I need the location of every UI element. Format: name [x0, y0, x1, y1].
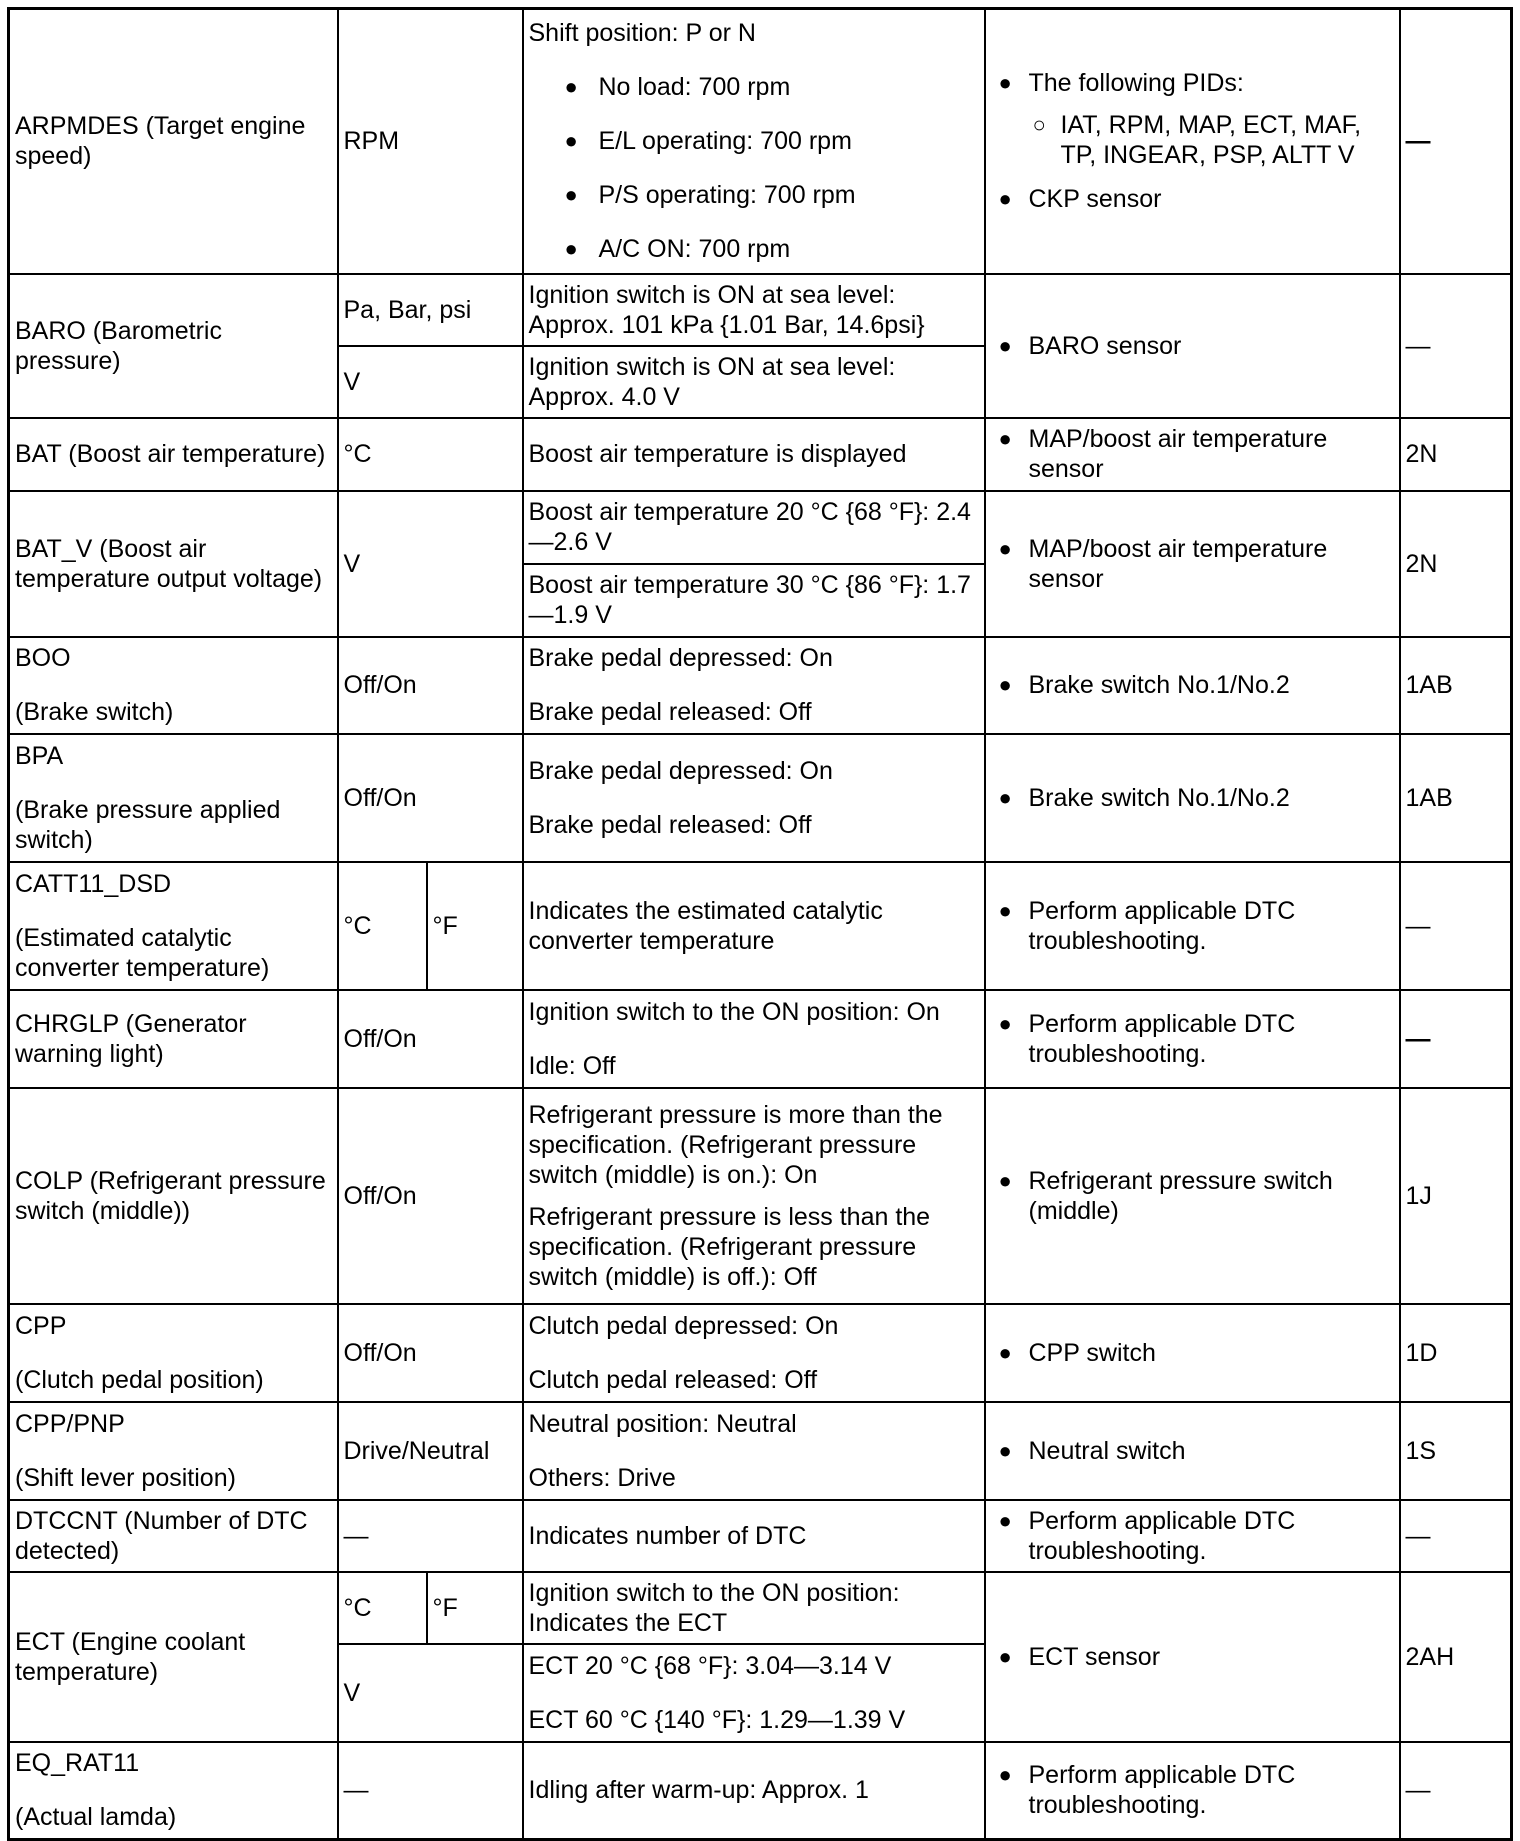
terminal-cell: —	[1400, 1742, 1512, 1840]
condition-text: ECT 60 °C {140 °F}: 1.29—1.39 V	[528, 1705, 906, 1734]
inspection-item: ● Brake switch No.1/No.2	[991, 670, 1395, 700]
pid-name	[9, 1742, 338, 1840]
pid-unit: V	[338, 491, 523, 637]
inspection-cell	[985, 1402, 1400, 1500]
table-row	[9, 1742, 1512, 1840]
terminal-cell: 2N	[1400, 491, 1512, 637]
condition-text: Ignition switch to the ON position: Indicates the ECT	[523, 1572, 985, 1644]
pid-name: BAT_V (Boost air temperature output voltage)	[9, 491, 338, 637]
condition-text: Others: Drive	[528, 1463, 676, 1492]
table-row	[9, 9, 1512, 274]
condition-text: Boost air temperature 20 °C {68 °F}: 2.4—2.6 V	[523, 491, 985, 564]
table-row	[9, 418, 1512, 491]
condition-text: Clutch pedal released: Off	[528, 1365, 818, 1394]
pid-name: CHRGLP (Generator warning light)	[9, 990, 338, 1088]
inspection-cell	[985, 491, 1400, 637]
terminal-cell: 1J	[1400, 1088, 1512, 1304]
pid-unit: —	[338, 1500, 523, 1572]
condition-text: Indicates number of DTC	[523, 1500, 985, 1572]
condition-text: Indicates the estimated catalytic converter temperature	[523, 862, 985, 990]
pid-name	[9, 862, 338, 990]
condition-cell	[523, 1644, 985, 1742]
pid-unit: RPM	[338, 9, 523, 274]
terminal-cell: 2N	[1400, 418, 1512, 491]
inspection-item: ● Perform applicable DTC troubleshooting.	[991, 1009, 1395, 1069]
pid-name: BAT (Boost air temperature)	[9, 418, 338, 491]
inspection-item: ● CPP switch	[991, 1338, 1395, 1368]
pid-unit: Drive/Neutral	[338, 1402, 523, 1500]
inspection-item: ● MAP/boost air temperature sensor	[991, 534, 1395, 594]
inspection-item: ● Brake switch No.1/No.2	[991, 783, 1395, 813]
terminal-cell: 1D	[1400, 1304, 1512, 1402]
condition-text: Refrigerant pressure is less than the specification. (Refrigerant pressure switch (middle) is off.): Off	[528, 1202, 931, 1291]
inspection-item: ● BARO sensor	[991, 331, 1395, 361]
terminal-cell: —	[1400, 9, 1512, 274]
pid-unit: Off/On	[338, 1088, 523, 1304]
table-row	[9, 491, 1512, 564]
pid-unit-celsius: °C	[338, 1572, 427, 1644]
inspection-cell	[985, 418, 1400, 491]
inspection-item: ● Perform applicable DTC troubleshooting.	[991, 1506, 1395, 1566]
pid-unit-celsius: °C	[338, 862, 427, 990]
condition-text: Neutral position: Neutral	[528, 1409, 797, 1438]
pid-unit: Off/On	[338, 990, 523, 1088]
condition-cell	[523, 1304, 985, 1402]
pid-description: (Brake switch)	[15, 698, 174, 726]
pid-unit: Off/On	[338, 734, 523, 862]
inspection-cell	[985, 9, 1400, 274]
condition-text: ● A/C ON: 700 rpm	[529, 234, 980, 264]
inspection-cell	[985, 1304, 1400, 1402]
terminal-cell: —	[1400, 1500, 1512, 1572]
pid-code: CATT11_DSD	[15, 869, 172, 898]
inspection-cell	[985, 1500, 1400, 1572]
pid-name	[9, 1402, 338, 1500]
table-row	[9, 637, 1512, 734]
terminal-cell: —	[1400, 862, 1512, 990]
pid-description: (Estimated catalytic converter temperature)	[15, 923, 270, 982]
inspection-cell	[985, 734, 1400, 862]
condition-text: ● E/L operating: 700 rpm	[529, 126, 980, 156]
terminal-cell: 1AB	[1400, 734, 1512, 862]
pid-code: BPA	[15, 741, 64, 770]
pid-code: CPP/PNP	[15, 1409, 125, 1438]
pid-unit: Off/On	[338, 1304, 523, 1402]
inspection-item: ● Perform applicable DTC troubleshooting.	[991, 1760, 1395, 1820]
condition-text: Ignition switch is ON at sea level: Approx. 4.0 V	[523, 346, 985, 418]
pid-description: (Brake pressure applied switch)	[15, 795, 281, 854]
pid-unit: V	[338, 1644, 523, 1742]
terminal-cell: —	[1400, 990, 1512, 1088]
condition-text: Clutch pedal depressed: On	[528, 1311, 839, 1340]
table-row	[9, 274, 1512, 346]
table-row	[9, 1304, 1512, 1402]
condition-cell	[523, 1402, 985, 1500]
condition-text: Brake pedal depressed: On	[528, 756, 833, 785]
inspection-item: ● CKP sensor	[991, 184, 1395, 214]
table-row	[9, 862, 1512, 990]
inspection-cell	[985, 274, 1400, 418]
inspection-item: ● Perform applicable DTC troubleshooting.	[991, 896, 1395, 956]
pid-name: COLP (Refrigerant pressure switch (middle))	[9, 1088, 338, 1304]
pid-code: EQ_RAT11	[15, 1749, 140, 1778]
table-row	[9, 990, 1512, 1088]
terminal-cell: 1AB	[1400, 637, 1512, 734]
terminal-cell: 2AH	[1400, 1572, 1512, 1742]
terminal-cell: 1S	[1400, 1402, 1512, 1500]
inspection-item: ● Neutral switch	[991, 1436, 1395, 1466]
condition-text: Brake pedal released: Off	[528, 810, 812, 839]
condition-text: Ignition switch to the ON position: On	[528, 997, 940, 1026]
table-row	[9, 734, 1512, 862]
pid-name: DTCCNT (Number of DTC detected)	[9, 1500, 338, 1572]
inspection-cell	[985, 862, 1400, 990]
condition-cell	[523, 9, 985, 274]
pid-unit-fahrenheit: °F	[427, 1572, 523, 1644]
table-row	[9, 1088, 1512, 1304]
condition-text: Idling after warm-up: Approx. 1	[523, 1742, 985, 1840]
inspection-cell	[985, 1088, 1400, 1304]
condition-cell	[523, 734, 985, 862]
terminal-cell: —	[1400, 274, 1512, 418]
condition-text: Brake pedal released: Off	[528, 698, 812, 726]
pid-name: BARO (Barometric pressure)	[9, 274, 338, 418]
condition-text: Brake pedal depressed: On	[528, 644, 833, 672]
condition-text: Shift position: P or N	[528, 19, 756, 48]
inspection-subitem: ○ IAT, RPM, MAP, ECT, MAF, TP, INGEAR, PSP, ALTT V	[991, 110, 1395, 170]
condition-cell	[523, 1088, 985, 1304]
pid-name	[9, 1304, 338, 1402]
table-row	[9, 1402, 1512, 1500]
pid-code: BOO	[15, 644, 71, 672]
condition-text: Boost air temperature 30 °C {86 °F}: 1.7—1.9 V	[523, 564, 985, 637]
condition-text: Idle: Off	[528, 1051, 616, 1080]
inspection-cell	[985, 1742, 1400, 1840]
pid-name	[9, 734, 338, 862]
pid-description: (Shift lever position)	[15, 1463, 236, 1492]
inspection-item: ● Refrigerant pressure switch (middle)	[991, 1166, 1395, 1226]
condition-text: Boost air temperature is displayed	[523, 418, 985, 491]
pid-description: (Actual lamda)	[15, 1803, 177, 1832]
inspection-cell	[985, 637, 1400, 734]
inspection-item: ● The following PIDs:	[991, 68, 1395, 98]
condition-text: ● No load: 700 rpm	[529, 72, 980, 102]
pid-unit: Off/On	[338, 637, 523, 734]
pid-unit: —	[338, 1742, 523, 1840]
condition-cell	[523, 990, 985, 1088]
condition-cell	[523, 637, 985, 734]
condition-text: ECT 20 °C {68 °F}: 3.04—3.14 V	[528, 1651, 892, 1680]
inspection-item: ● ECT sensor	[991, 1642, 1395, 1672]
pid-monitor-table	[7, 7, 1513, 1841]
pid-description: (Clutch pedal position)	[15, 1365, 264, 1394]
condition-text: Refrigerant pressure is more than the specification. (Refrigerant pressure switch (middle) is on.): On	[528, 1100, 943, 1189]
pid-unit: V	[338, 346, 523, 418]
condition-text: Ignition switch is ON at sea level: Approx. 101 kPa {1.01 Bar, 14.6psi}	[523, 274, 985, 346]
pid-name: ECT (Engine coolant temperature)	[9, 1572, 338, 1742]
inspection-cell	[985, 1572, 1400, 1742]
inspection-item: ● MAP/boost air temperature sensor	[991, 424, 1395, 484]
pid-unit-fahrenheit: °F	[427, 862, 523, 990]
pid-name	[9, 637, 338, 734]
pid-unit: °C	[338, 418, 523, 491]
inspection-cell	[985, 990, 1400, 1088]
condition-text: ● P/S operating: 700 rpm	[529, 180, 980, 210]
pid-unit: Pa, Bar, psi	[338, 274, 523, 346]
table-row	[9, 1572, 1512, 1644]
table-row	[9, 1500, 1512, 1572]
pid-code: CPP	[15, 1311, 67, 1340]
pid-name: ARPMDES (Target engine speed)	[9, 9, 338, 274]
